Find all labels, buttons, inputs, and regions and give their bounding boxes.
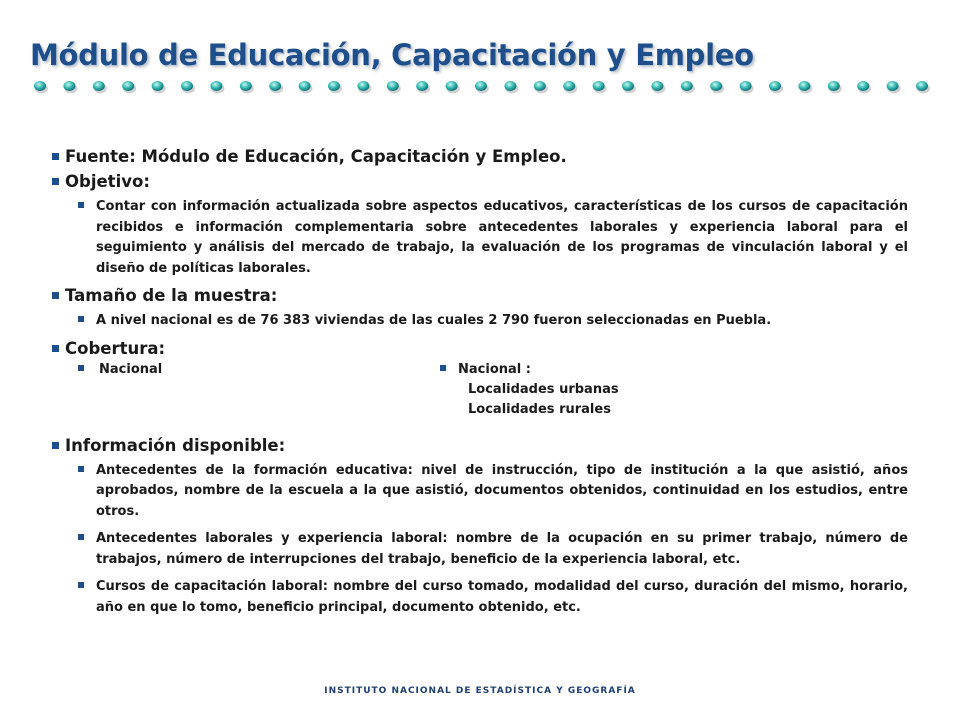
bullet-square-icon: [52, 442, 59, 449]
divider-dot: [769, 81, 781, 91]
divider-dot: [93, 81, 105, 91]
divider-dot: [798, 81, 810, 91]
bullet-square-icon: [78, 365, 84, 371]
divider-dot: [887, 81, 899, 91]
divider-dot: [152, 81, 164, 91]
divider-dot: [328, 81, 340, 91]
cobertura-nacional: Nacional: [99, 361, 163, 377]
section-cobertura: [52, 339, 908, 358]
divider-dot: [299, 81, 311, 91]
divider-dot: [240, 81, 252, 91]
bullet-square-icon: [52, 292, 59, 299]
divider-dot: [534, 81, 546, 91]
page-title: Módulo de Educación, Capacitación y Empleo: [30, 38, 754, 72]
divider-dot: [593, 81, 605, 91]
muestra-item: [78, 311, 908, 332]
divider-dot: [181, 81, 193, 91]
info-text-2: Antecedentes laborales y experiencia laboral: nombre de la ocupación en su primer trabajo, número de trabajos, número de interrupciones del trabajo, beneficio de la experiencia laboral, etc.: [96, 531, 908, 567]
content: [52, 147, 908, 625]
divider-dot: [622, 81, 634, 91]
divider-dot: [740, 81, 752, 91]
divider-dot: [710, 81, 722, 91]
divider-dot: [446, 81, 458, 91]
info-item: [78, 529, 908, 570]
dotted-divider: [30, 74, 930, 100]
bullet-square-icon: [78, 534, 84, 540]
divider-dot: [475, 81, 487, 91]
muestra-text: A nivel nacional es de 76 383 viviendas de las cuales 2 790 fueron seleccionadas en Puebla.: [96, 313, 772, 328]
divider-dot: [122, 81, 134, 91]
cobertura-urbanas: Localidades urbanas: [468, 381, 619, 397]
divider-dot: [357, 81, 369, 91]
section-fuente: [52, 147, 908, 166]
info-label: Información disponible:: [65, 435, 286, 455]
objetivo-label: Objetivo:: [65, 172, 150, 191]
divider-dot: [387, 81, 399, 91]
info-text-3: Cursos de capacitación laboral: nombre del curso tomado, modalidad del curso, duración del mismo, horario, año en que lo tomo, beneficio principal, documento obtenido, etc.: [96, 579, 908, 615]
bullet-square-icon: [52, 178, 59, 185]
bullet-square-icon: [52, 345, 59, 352]
divider-dot: [34, 81, 46, 91]
divider-dot: [269, 81, 281, 91]
divider-dot: [828, 81, 840, 91]
cobertura-nacional-2: Nacional :: [458, 361, 531, 377]
divider-dot: [681, 81, 693, 91]
bullet-square-icon: [78, 202, 84, 208]
fuente-label: Fuente: Módulo de Educación, Capacitación y Empleo.: [65, 147, 567, 166]
section-info: [52, 436, 908, 455]
objetivo-item: [78, 197, 908, 279]
muestra-label: Tamaño de la muestra:: [65, 286, 278, 305]
info-item: [78, 461, 908, 523]
divider-dot: [563, 81, 575, 91]
objetivo-text: Contar con información actualizada sobre aspectos educativos, características de los cursos de capacitación recibidos e información complementaria sobre antecedentes laborales y experiencia laboral para el seguimiento y análisis del mercado de trabajo, la evaluación de los programas de vinculación laboral y el diseño de políticas laborales.: [96, 199, 908, 276]
info-item: [78, 577, 908, 618]
divider-dot: [857, 81, 869, 91]
cobertura-col-2: [440, 360, 619, 420]
divider-dot: [210, 81, 222, 91]
footer-institution: INSTITUTO NACIONAL DE ESTADÍSTICA Y GEOGRAFÍA: [324, 686, 636, 696]
bullet-square-icon: [52, 153, 59, 160]
divider-dot: [916, 81, 928, 91]
cobertura-columns: [78, 360, 908, 420]
section-muestra: [52, 286, 908, 305]
divider-dot: [504, 81, 516, 91]
bullet-square-icon: [78, 466, 84, 472]
info-text-1: Antecedentes de la formación educativa: nivel de instrucción, tipo de institución a la que asistió, años aprobados, nombre de la escuela a la que asistió, documentos obtenidos, continuidad en los estudios, entre otros.: [96, 462, 908, 519]
bullet-square-icon: [440, 365, 446, 371]
bullet-square-icon: [78, 582, 84, 588]
cobertura-rurales: Localidades rurales: [468, 401, 611, 417]
cobertura-label: Cobertura:: [65, 338, 166, 358]
divider-dot: [416, 81, 428, 91]
divider-dot: [651, 81, 663, 91]
divider-dot: [63, 81, 75, 91]
bullet-square-icon: [78, 316, 84, 322]
cobertura-col-1: [78, 360, 440, 420]
section-objetivo: [52, 172, 908, 191]
